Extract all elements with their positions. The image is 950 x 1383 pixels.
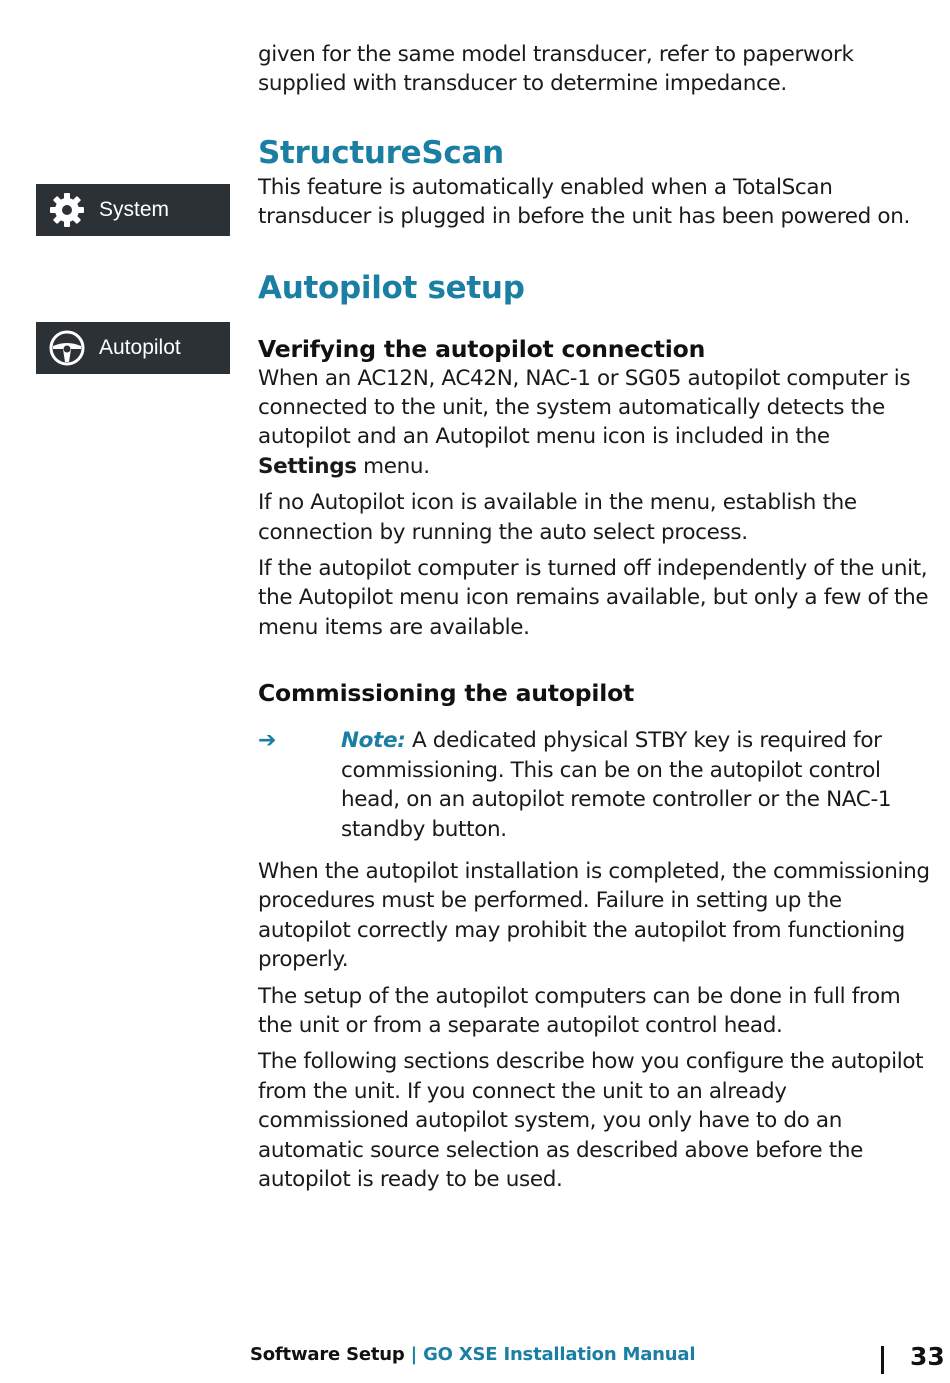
note-text: A dedicated physical STBY key is required for commissioning. This can be on the autopilot control head, on an autopilot remote controller or the NAC-1 standby button. (341, 728, 892, 842)
system-menu-button[interactable] (36, 184, 230, 236)
structurescan-heading: StructureScan (258, 134, 504, 171)
footer-separator: | (404, 1344, 424, 1365)
verifying-paragraph-3: If the autopilot computer is turned off independently of the unit, the Autopilot menu icon remains available, but only a few of the menu items are available. (258, 556, 929, 640)
footer-text (250, 1344, 695, 1365)
autopilot-menu-label: Autopilot (99, 336, 181, 359)
autopilot-setup-heading: Autopilot setup (258, 269, 525, 306)
verifying-paragraph-2: If no Autopilot icon is available in the menu, establish the connection by running the auto select process. (258, 490, 857, 545)
commissioning-paragraph-1: When the autopilot installation is completed, the commissioning procedures must be performed. Failure in setting up the autopilot correctly may prohibit the autopilot from functioning properly. (258, 858, 930, 973)
intro-paragraph: given for the same model transducer, refer to paperwork supplied with transducer to determine impedance. (258, 42, 854, 97)
gear-icon (48, 191, 86, 229)
commissioning-heading: Commissioning the autopilot (258, 679, 635, 708)
footer-divider (881, 1346, 884, 1374)
system-menu-label: System (99, 198, 170, 221)
commissioning-paragraph-2: The setup of the autopilot computers can be done in full from the unit or from a separate autopilot control head. (258, 983, 901, 1038)
note-arrow-icon: ➔ (258, 728, 277, 754)
commissioning-paragraph-3: The following sections describe how you configure the autopilot from the unit. If you connect the unit to an already commissioned autopilot system, you only have to do an automatic source selection as described above before the autopilot is ready to be used. (258, 1049, 924, 1192)
page-number: 33 (910, 1342, 945, 1371)
page-footer (0, 1340, 950, 1380)
verifying-paragraph-1-text: When an AC12N, AC42N, NAC-1 or SG05 autopilot computer is connected to the unit, the system automatically detects the autopilot and an Autopilot menu icon is included in the (258, 365, 911, 450)
footer-section: Software Setup (250, 1344, 405, 1365)
note-block (258, 726, 930, 844)
footer-manual-title: GO XSE Installation Manual (423, 1344, 696, 1365)
note-label: Note: (341, 728, 406, 754)
verifying-paragraph-1 (258, 364, 930, 482)
main-content (258, 40, 930, 1194)
autopilot-menu-button[interactable] (36, 322, 230, 374)
settings-emphasis: Settings (258, 453, 357, 479)
steering-wheel-icon (48, 329, 86, 367)
verifying-paragraph-1-end: menu. (356, 453, 430, 479)
structurescan-paragraph: This feature is automatically enabled when a TotalScan transducer is plugged in before the unit has been powered on. (258, 174, 910, 230)
note-paragraph (341, 726, 930, 844)
verifying-connection-heading: Verifying the autopilot connection (258, 334, 706, 363)
